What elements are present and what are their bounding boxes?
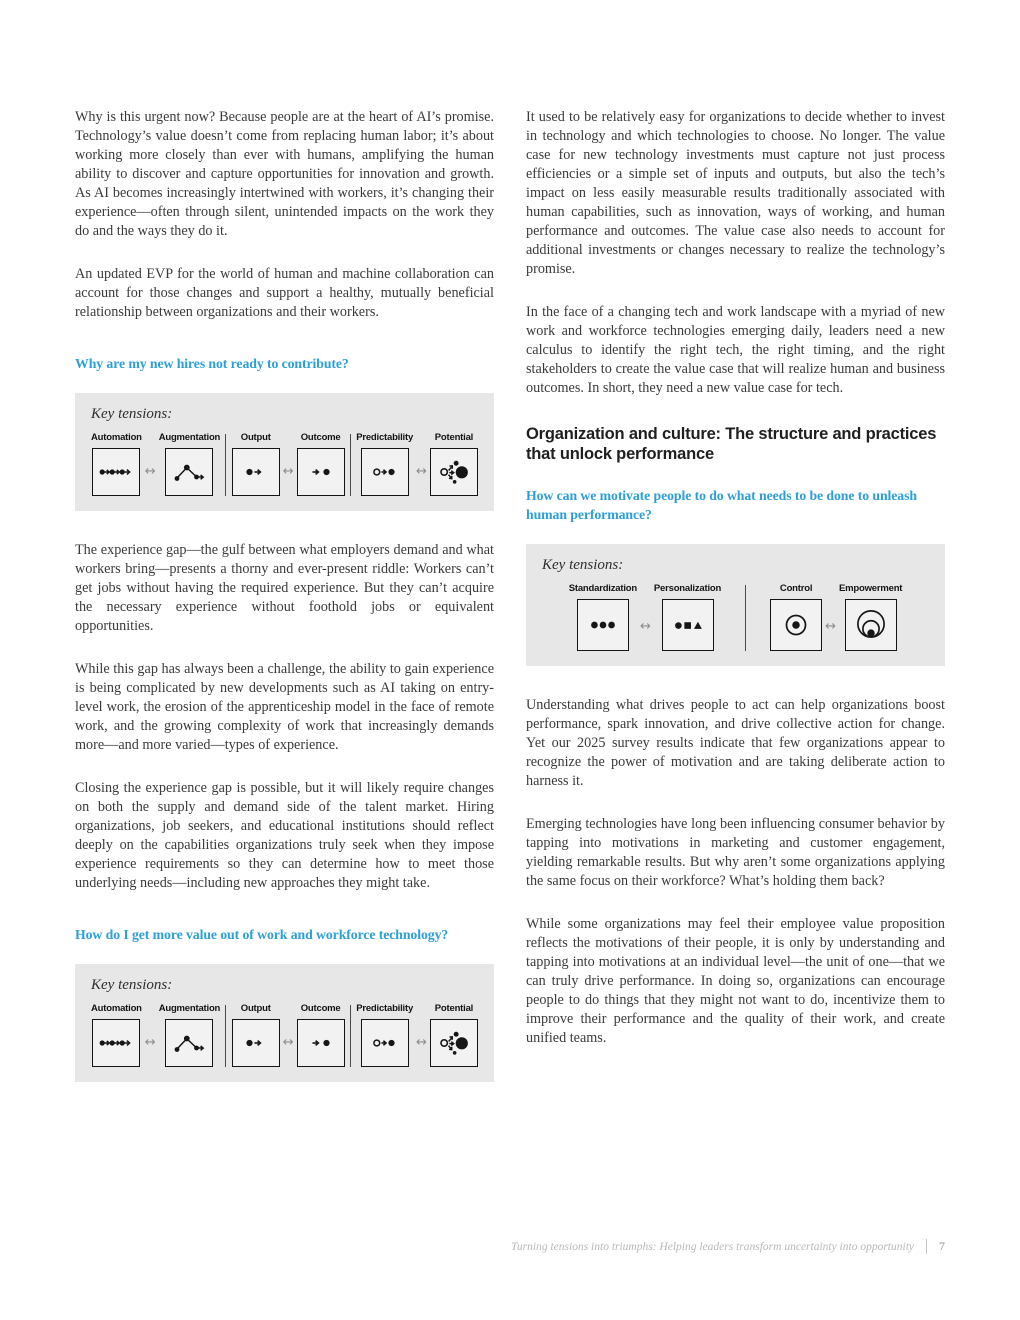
bidirectional-arrow-icon: ↔ <box>825 619 837 634</box>
tension-tile <box>430 448 478 496</box>
predictability-icon <box>371 1032 399 1054</box>
tension-tile <box>845 599 897 651</box>
tension-item <box>232 1003 280 1067</box>
tension-term-label: Outcome <box>300 1003 341 1014</box>
body-paragraph: While this gap has always been a challenge, the ability to gain experience is being complicated by new developments such as AI taking on entry-level work, the erosion of the apprenticeship model in the face of remote work, and the growing complexity of work that increasingly demands more—and more varied—types of experience. <box>75 661 494 753</box>
tension-term-label: Outcome <box>300 432 341 443</box>
tension-tile <box>297 448 345 496</box>
control-icon <box>781 610 811 640</box>
tension-tile <box>92 448 140 496</box>
tension-group-divider <box>225 1005 226 1067</box>
tension-item <box>297 1003 345 1067</box>
body-paragraph: Understanding what drives people to act can help organizations boost performance, spark innovation, and drive collective action for change. Yet our 2025 survey results indicate that few organizations appear to recognize the power of motivation and are taking deliberate action to harness it. <box>526 697 945 789</box>
tension-term-label: Augmentation <box>158 432 221 443</box>
tension-term-label: Output <box>240 432 271 443</box>
question-heading: How do I get more value out of work and workforce technology? <box>75 927 449 942</box>
tension-group-divider <box>350 1005 351 1067</box>
tension-tile <box>232 1019 280 1067</box>
tension-item <box>297 432 345 496</box>
tension-group <box>91 1003 220 1067</box>
tension-item <box>356 432 413 496</box>
right-column <box>526 108 945 1112</box>
tension-groups <box>542 583 929 651</box>
output-icon <box>243 1032 269 1054</box>
tension-tile <box>297 1019 345 1067</box>
empowerment-icon <box>853 607 889 643</box>
key-tensions-box-org <box>526 544 945 666</box>
footer-divider <box>926 1239 927 1254</box>
tension-item <box>430 432 478 496</box>
body-paragraph: Emerging technologies have long been influencing consumer behavior by tapping into motivations in marketing and customer engagement, yielding remarkable results. But why aren’t some organizations applying the same focus on their workforce? What’s holding them back? <box>526 816 945 889</box>
tension-group <box>356 432 478 496</box>
tension-group <box>356 1003 478 1067</box>
outcome-icon <box>308 461 334 483</box>
tension-tile <box>361 1019 409 1067</box>
tension-group <box>770 583 902 651</box>
bidirectional-arrow-icon: ↔ <box>144 464 156 479</box>
tension-tile <box>165 1019 213 1067</box>
tension-term-label: Personalization <box>653 583 722 594</box>
tension-tile <box>361 448 409 496</box>
tension-item <box>569 583 637 651</box>
tension-term-label: Potential <box>434 432 474 443</box>
tension-group-divider <box>350 434 351 496</box>
tension-item <box>430 1003 478 1067</box>
tension-groups <box>91 1003 478 1067</box>
bidirectional-arrow-icon: ↔ <box>282 1035 294 1050</box>
tension-term-label: Potential <box>434 1003 474 1014</box>
body-paragraph: The experience gap—the gulf between what employers demand and what workers bring—presents a thorny and ever-present riddle: Workers can’t get jobs without having the required experience. But they can’t acquire the necessary experience without foothold jobs or equivalent opportunities. <box>75 542 494 634</box>
tension-group <box>91 432 220 496</box>
tension-term-label: Predictability <box>356 432 414 443</box>
tension-term-label: Augmentation <box>158 1003 221 1014</box>
tension-tile <box>232 448 280 496</box>
section-heading: Organization and culture: The structure and practices that unlock performance <box>526 425 937 463</box>
standardization-icon <box>588 613 618 637</box>
tension-term-label: Predictability <box>356 1003 414 1014</box>
page-footer <box>511 1239 945 1254</box>
augmentation-icon <box>171 1031 207 1055</box>
tension-item <box>159 1003 220 1067</box>
tension-item <box>232 432 280 496</box>
body-paragraph: In the face of a changing tech and work landscape with a myriad of new work and workforce technologies emerging daily, leaders need a new calculus to identify the right tech, the right timing, and the right stakeholders to create the value case that will realize human and business outcomes. In short, they need a new value case for tech. <box>526 304 945 396</box>
tension-item <box>839 583 902 651</box>
tension-item <box>770 583 822 651</box>
personalization-icon <box>672 613 704 637</box>
tension-term-label: Control <box>779 583 813 594</box>
tension-item <box>91 432 142 496</box>
bidirectional-arrow-icon: ↔ <box>144 1035 156 1050</box>
key-tensions-box-work-1 <box>75 393 494 511</box>
tension-group-divider <box>225 434 226 496</box>
body-paragraph: Closing the experience gap is possible, but it will likely require changes on both the supply and demand side of the talent market. Hiring organizations, job seekers, and educational institutions should reflect deeply on the capabilities organizations truly seek when they impose experience requirements so they can determine how to meet those underlying needs—including new approaches they might take. <box>75 780 494 891</box>
augmentation-icon <box>171 460 207 484</box>
tension-term-label: Automation <box>91 432 142 443</box>
tension-tile <box>430 1019 478 1067</box>
tension-term-label: Output <box>240 1003 271 1014</box>
left-column <box>75 108 494 1112</box>
potential-icon <box>438 1028 470 1058</box>
tension-term-label: Empowerment <box>839 583 903 594</box>
bidirectional-arrow-icon: ↔ <box>639 619 651 634</box>
tension-tile <box>770 599 822 651</box>
tension-item <box>159 432 220 496</box>
bidirectional-arrow-icon: ↔ <box>282 464 294 479</box>
outcome-icon <box>308 1032 334 1054</box>
question-heading: How can we motivate people to do what needs to be done to unleash human performance? <box>526 488 917 522</box>
tension-tile <box>662 599 714 651</box>
tension-term-label: Standardization <box>568 583 637 594</box>
question-heading: Why are my new hires not ready to contribute? <box>75 356 349 371</box>
tension-group <box>232 432 345 496</box>
body-paragraph: While some organizations may feel their employee value proposition reflects the motivations of their people, it is only by understanding and tapping into motivations at an individual level—the unit of one—that we can truly drive performance. In doing so, organizations can encourage people to do things that they might not want to do, incentivize them to improve their performance and the quality of their work, and create unified teams. <box>526 916 945 1046</box>
automation-icon <box>98 461 134 483</box>
tension-item <box>91 1003 142 1067</box>
automation-icon <box>98 1032 134 1054</box>
predictability-icon <box>371 461 399 483</box>
tension-tile <box>165 448 213 496</box>
tension-group <box>232 1003 345 1067</box>
footer-title: Turning tensions into triumphs: Helping leaders transform uncertainty into opportunity <box>511 1240 914 1253</box>
key-tensions-label: Key tensions: <box>91 977 173 993</box>
tension-tile <box>577 599 629 651</box>
body-paragraph: An updated EVP for the world of human and machine collaboration can account for those changes and support a healthy, mutually beneficial relationship between organizations and their workers. <box>75 266 494 320</box>
tension-term-label: Automation <box>91 1003 142 1014</box>
bidirectional-arrow-icon: ↔ <box>416 1035 427 1050</box>
key-tensions-box-work-2 <box>75 964 494 1082</box>
bidirectional-arrow-icon: ↔ <box>416 464 427 479</box>
tension-group <box>569 583 721 651</box>
page-number: 7 <box>939 1239 945 1253</box>
tension-tile <box>92 1019 140 1067</box>
tension-groups <box>91 432 478 496</box>
tension-item <box>654 583 721 651</box>
key-tensions-label: Key tensions: <box>91 406 173 422</box>
tension-item <box>356 1003 413 1067</box>
body-paragraph: It used to be relatively easy for organizations to decide whether to invest in technology and which technologies to choose. No longer. The value case for new technology investments must capture not just process efficiencies or a simple set of inputs and outputs, but also the tech’s impact on less easily measurable results traditionally associated with human capabilities, such as innovation, ways of working, and human performance and outcomes. The value case also needs to account for additional investments or changes necessary to realize the technology’s promise. <box>526 109 945 277</box>
key-tensions-label: Key tensions: <box>542 557 624 573</box>
body-paragraph: Why is this urgent now? Because people are at the heart of AI’s promise. Technology’s value doesn’t come from replacing human labor; it’s about working more closely than ever with humans, amplifying the human ability to discover and capture opportunities for innovation and growth. As AI becomes increasingly intertwined with workers, it’s changing their experience—often through silent, unintended impacts on the work they do and the ways they do it. <box>75 109 494 239</box>
potential-icon <box>438 457 470 487</box>
output-icon <box>243 461 269 483</box>
tension-group-divider <box>745 585 746 651</box>
